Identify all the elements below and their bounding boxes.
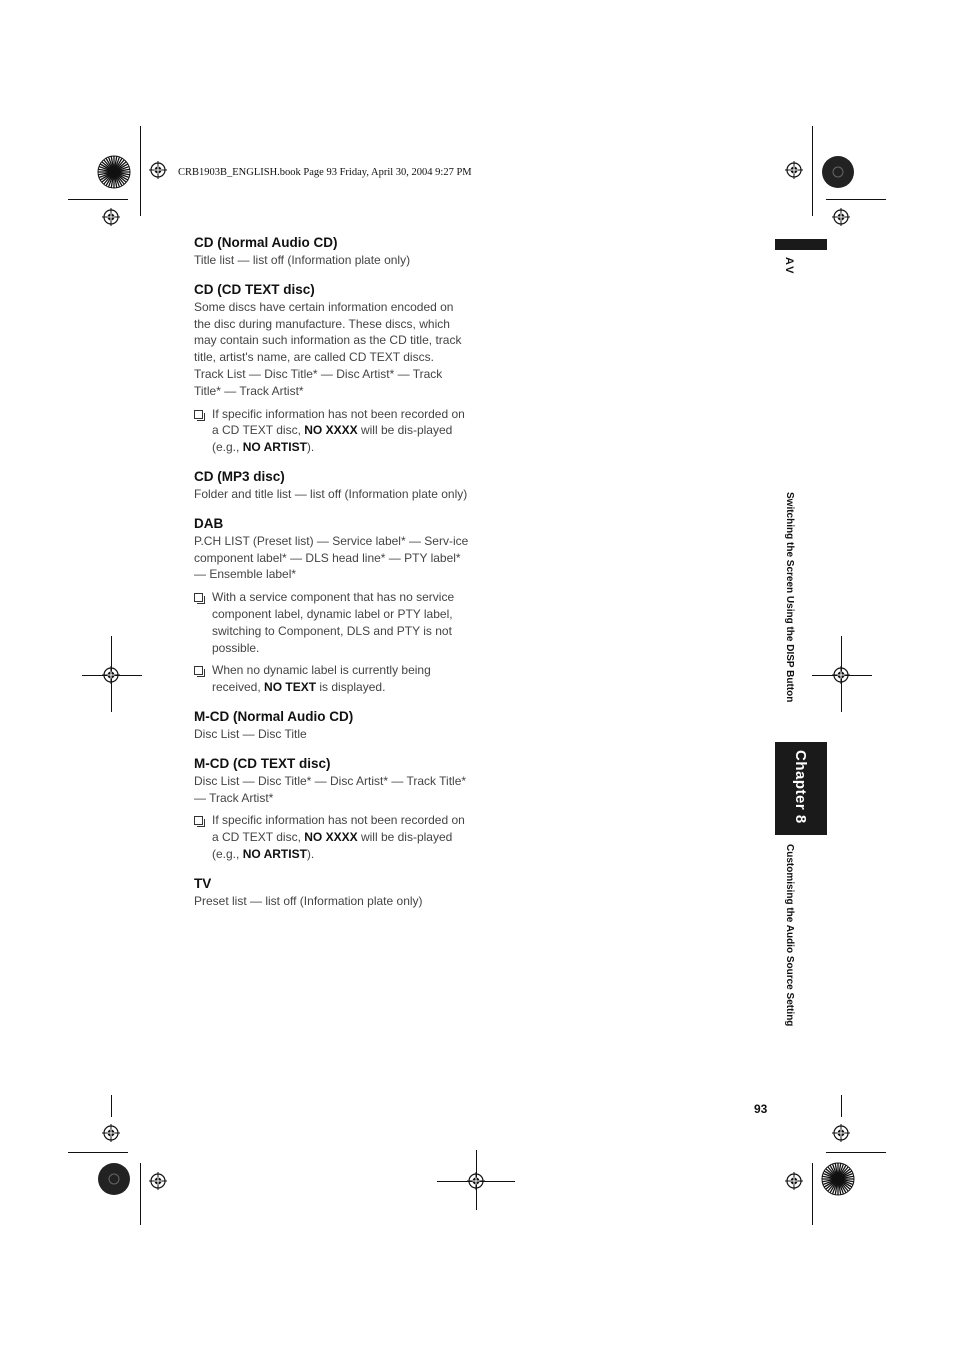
- checkbox-bullet-icon: [194, 816, 203, 825]
- note-text: ).: [306, 846, 315, 861]
- star-target-icon: [97, 155, 131, 189]
- paragraph: Folder and title list — list off (Information plate only): [194, 486, 468, 501]
- registration-mark-icon: [785, 1172, 803, 1190]
- crop-line: [812, 1163, 813, 1225]
- section-heading: CD (CD TEXT disc): [194, 281, 315, 297]
- note-text: If specific information has not been recorded on a CD TEXT disc,: [212, 406, 465, 438]
- page-number: 93: [754, 1102, 768, 1116]
- registration-mark-icon: [102, 666, 120, 684]
- section: [194, 708, 469, 743]
- paragraph: Title list — list off (Information plate only): [194, 253, 411, 267]
- crop-line: [826, 1152, 886, 1153]
- paragraph: Disc List — Disc Title: [194, 726, 307, 741]
- registration-mark-icon: [102, 208, 120, 226]
- note-text: is displayed.: [316, 680, 386, 695]
- crop-line: [68, 199, 128, 200]
- section: [194, 515, 469, 696]
- registration-mark-icon: [102, 1124, 120, 1142]
- registration-mark-icon: [149, 161, 167, 179]
- paragraph: Track List — Disc Title* — Disc Artist* — Track Title* — Track Artist*: [194, 366, 443, 398]
- crop-line: [68, 1152, 128, 1153]
- main-content: [194, 234, 469, 922]
- registration-mark-icon: [149, 1172, 167, 1190]
- star-target-icon: [821, 155, 855, 189]
- section-heading: TV: [194, 875, 212, 891]
- note-text: With a service component that has no service component label, dynamic label or PTY label, switching to Component, DLS and PTY is not possible.: [212, 590, 455, 655]
- section: [194, 875, 469, 910]
- registration-mark-icon: [832, 666, 850, 684]
- registration-mark-icon: [785, 161, 803, 179]
- print-header: CRB1903B_ENGLISH.book Page 93 Friday, April 30, 2004 9:27 PM: [178, 167, 472, 178]
- paragraph: Some discs have certain information encoded on the disc during manufacture. These discs, which may contain such information as the CD title, track title, artist's name, are called CD TEXT discs.: [194, 299, 462, 365]
- crop-line: [140, 1163, 141, 1225]
- note-text: will be dis-played (e.g.,: [212, 830, 453, 861]
- note-item: [194, 589, 469, 656]
- note-text: will be dis-played (e.g.,: [212, 423, 453, 455]
- crop-line: [111, 1095, 112, 1117]
- section-heading: CD (MP3 disc): [194, 468, 285, 484]
- registration-mark-icon: [832, 1124, 850, 1142]
- checkbox-bullet-icon: [194, 666, 203, 675]
- section: [194, 234, 469, 269]
- section: [194, 281, 469, 456]
- note-item: [194, 812, 469, 862]
- section-heading: DAB: [194, 515, 224, 531]
- paragraph: P.CH LIST (Preset list) — Service label* — Serv-ice component label* — DLS head line* — PTY label* — Ensemble label*: [194, 533, 469, 582]
- av-label: AV: [783, 257, 795, 276]
- note-emphasis: NO TEXT: [264, 680, 317, 695]
- section-heading: CD (Normal Audio CD): [194, 235, 338, 250]
- paragraph: Disc List — Disc Title* — Disc Artist* — Track Title* — Track Artist*: [194, 773, 467, 805]
- section-label: Switching the Screen Using the DISP Button: [784, 492, 795, 703]
- crop-line: [812, 126, 813, 216]
- note-text: If specific information has not been recorded on a CD TEXT disc,: [212, 813, 465, 845]
- crop-line: [826, 199, 886, 200]
- star-target-icon: [97, 1162, 131, 1196]
- registration-mark-icon: [832, 208, 850, 226]
- note-emphasis: NO ARTIST: [242, 440, 307, 455]
- crop-line: [140, 126, 141, 216]
- section-heading: M-CD (CD TEXT disc): [194, 755, 331, 771]
- crop-line: [841, 1095, 842, 1117]
- note-item: [194, 406, 469, 456]
- checkbox-bullet-icon: [194, 593, 203, 602]
- star-target-icon: [821, 1162, 855, 1196]
- note-text: When no dynamic label is currently being received,: [212, 663, 431, 695]
- note-emphasis: NO XXXX: [304, 423, 358, 438]
- chapter-tab: [775, 742, 827, 835]
- section: [194, 468, 469, 503]
- note-item: [194, 662, 469, 696]
- section-heading: M-CD (Normal Audio CD): [194, 708, 354, 724]
- note-text: ).: [306, 440, 315, 455]
- av-tab-bar: [775, 239, 827, 250]
- note-emphasis: NO ARTIST: [242, 846, 307, 861]
- checkbox-bullet-icon: [194, 410, 203, 419]
- paragraph: Preset list — list off (Information plate only): [194, 893, 423, 908]
- subsection-label: Customising the Audio Source Setting: [784, 844, 795, 1027]
- registration-mark-icon: [467, 1172, 485, 1190]
- note-emphasis: NO XXXX: [304, 830, 358, 845]
- chapter-label: Chapter 8: [792, 750, 809, 824]
- section: [194, 755, 469, 863]
